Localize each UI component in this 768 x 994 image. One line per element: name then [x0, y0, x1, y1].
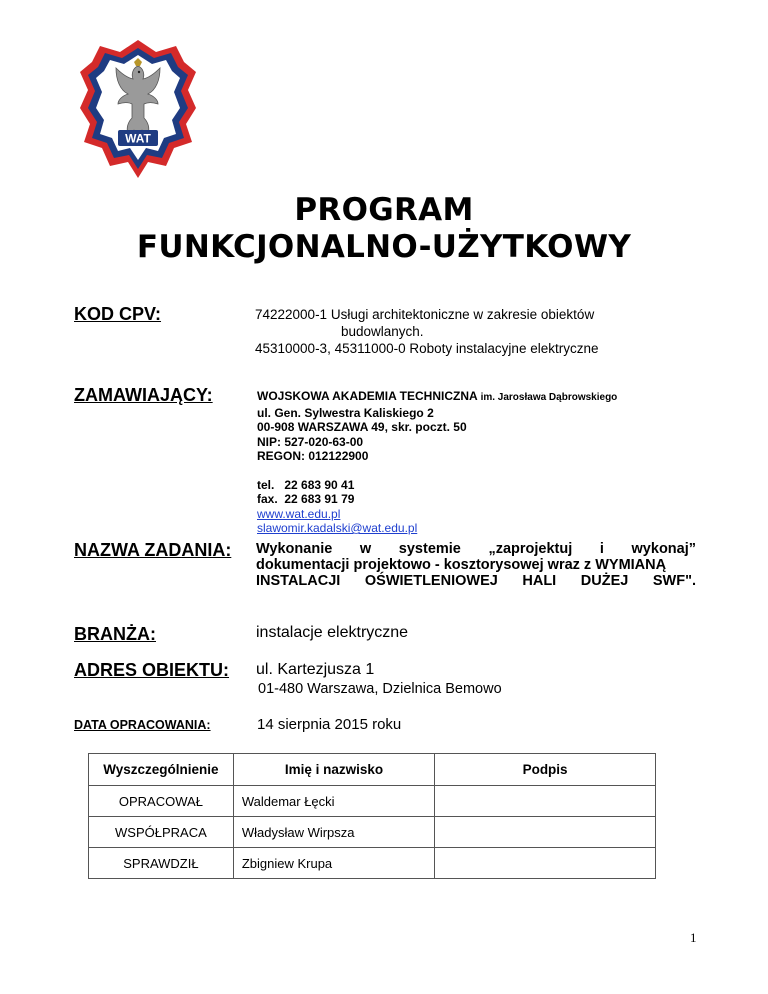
client-city: 00-908 WARSZAWA 49, skr. poczt. 50 [257, 420, 467, 434]
client-nip: NIP: 527-020-63-00 [257, 434, 364, 449]
client-email-link[interactable]: slawomir.kadalski@wat.edu.pl [257, 521, 418, 535]
address-label: ADRES OBIEKTU: [74, 660, 230, 680]
task-label: NAZWA ZADANIA: [74, 540, 232, 560]
task-line-1: Wykonanie w systemie „zaprojektuj i wykonaj” [256, 541, 696, 557]
table-cell-signature [435, 848, 656, 879]
cpv-line-2: budowlanych. [341, 324, 424, 339]
table-cell-role: WSPÓŁPRACA [89, 817, 234, 848]
branch-value: instalacje elektryczne [256, 624, 409, 641]
client-name-suffix: im. Jarosława Dąbrowskiego [480, 392, 618, 403]
cpv-label: KOD CPV: [74, 304, 162, 324]
date-value: 14 sierpnia 2015 roku [257, 716, 402, 733]
client-street: ul. Gen. Sylwestra Kaliskiego 2 [257, 405, 434, 420]
table-header: Imię i nazwisko [233, 754, 434, 786]
table-header: Wyszczególnienie [89, 754, 234, 786]
logo-banner [118, 130, 158, 146]
page-number: 1 [690, 930, 697, 945]
cpv-line-1: 74222000-1 Usługi architektoniczne w zakresie obiektów [255, 307, 595, 322]
table-row [89, 848, 656, 879]
client-label: ZAMAWIAJĄCY: [74, 385, 213, 405]
table-cell-role: OPRACOWAŁ [89, 786, 234, 817]
table-cell-name: Władysław Wirpsza [233, 817, 434, 848]
cpv-value [255, 306, 598, 357]
branch-label: BRANŻA: [74, 624, 156, 644]
title-line-1: PROGRAM [294, 192, 474, 228]
task-value [256, 541, 696, 589]
table-cell-signature [435, 786, 656, 817]
client-name-row [257, 389, 617, 406]
table-row [89, 817, 656, 848]
client-fax: fax. 22 683 91 79 [257, 492, 355, 506]
table-cell-name: Waldemar Łęcki [233, 786, 434, 817]
signature-table [88, 753, 656, 879]
wat-logo [78, 38, 198, 180]
date-label: DATA OPRACOWANIA: [74, 718, 211, 732]
table-header: Podpis [435, 754, 656, 786]
address-line-1: ul. Kartezjusza 1 [256, 661, 375, 678]
task-line-3: INSTALACJI OŚWIETLENIOWEJ HALI DUŻEJ SWF". [256, 573, 696, 589]
task-line-2: dokumentacji projektowo - kosztorysowej wraz z WYMIANĄ [256, 557, 667, 573]
cpv-line-3: 45310000-3, 45311000-0 Roboty instalacyjne elektryczne [255, 341, 599, 356]
table-cell-role: SPRAWDZIŁ [89, 848, 234, 879]
client-tel: tel. 22 683 90 41 [257, 477, 355, 492]
table-header-row [89, 754, 656, 786]
client-info [257, 389, 617, 536]
title-line-2: FUNKCJONALNO-UŻYTKOWY [136, 229, 632, 265]
client-name: WOJSKOWA AKADEMIA TECHNICZNA [257, 389, 478, 403]
logo-text: WAT [125, 131, 151, 146]
client-www-link[interactable]: www.wat.edu.pl [257, 506, 341, 521]
table-cell-name: Zbigniew Krupa [233, 848, 434, 879]
address-line-2: 01-480 Warszawa, Dzielnica Bemowo [258, 681, 502, 697]
client-regon: REGON: 012122900 [257, 449, 369, 463]
table-cell-signature [435, 817, 656, 848]
table-row [89, 786, 656, 817]
